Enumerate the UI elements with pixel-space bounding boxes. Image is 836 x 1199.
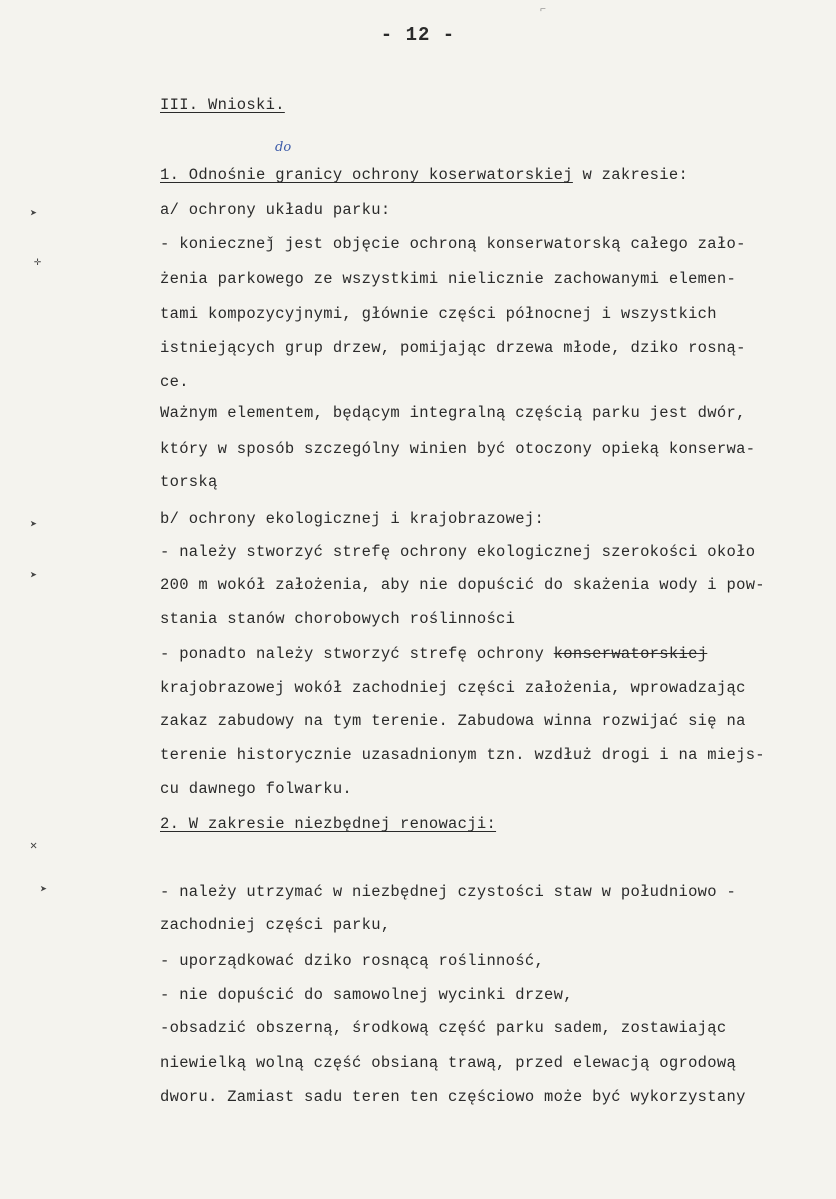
text-line: 200 m wokół założenia, aby nie dopuścić do skażenia wody i pow- xyxy=(160,576,765,594)
section1-title-rest: w zakresie: xyxy=(572,166,689,184)
handwritten-note: do xyxy=(275,140,292,155)
struck-word: konserwatorskiej xyxy=(553,645,708,663)
subsection-b-title: b/ ochrony ekologicznej i krajobrazowej: xyxy=(160,510,545,528)
text-line: zachodniej części parku, xyxy=(160,916,391,934)
text-line: krajobrazowej wokół zachodniej części założenia, wprowadzając xyxy=(160,679,746,697)
margin-mark: ➤ xyxy=(30,518,38,532)
text-line: - należy stworzyć strefę ochrony ekologicznej szerokości około xyxy=(160,543,756,561)
text-line: istniejących grup drzew, pomijając drzewa młode, dziko rosną- xyxy=(160,339,746,357)
margin-mark: ➤ xyxy=(30,569,38,583)
text-line: - konieczneǰ jest objęcie ochroną konserwatorską całego zało- xyxy=(160,235,746,253)
page-number: - 12 - xyxy=(380,24,456,46)
text-line: torską xyxy=(160,473,218,491)
text-line: niewielką wolną część obsianą trawą, przed elewacją ogrodową xyxy=(160,1054,737,1072)
text-line: - należy utrzymać w niezbędnej czystości staw w południowo - xyxy=(160,883,737,901)
text-line: - nie dopuścić do samowolnej wycinki drzew, xyxy=(160,986,573,1004)
text-line: -obsadzić obszerną, środkową część parku sadem, zostawiając xyxy=(160,1019,727,1037)
section-heading: III. Wnioski. xyxy=(160,96,285,114)
text-line-with-strike xyxy=(160,645,707,663)
margin-mark: ➤ xyxy=(30,207,38,221)
text-line: - uporządkować dziko rosnącą roślinność, xyxy=(160,952,545,970)
text-line: terenie historycznie uzasadnionym tzn. wzdłuż drogi i na miejs- xyxy=(160,746,765,764)
text-line: żenia parkowego ze wszystkimi nielicznie zachowanymi elemen- xyxy=(160,270,737,288)
text-line-pre: - ponadto należy stworzyć strefę ochrony xyxy=(160,645,554,663)
text-line: ce. xyxy=(160,373,189,391)
text-line: Ważnym elementem, będącym integralną częścią parku jest dwór, xyxy=(160,404,746,422)
section2-title: 2. W zakresie niezbędnej renowacji: xyxy=(160,815,497,833)
text-line: tami kompozycyjnymi, głównie części północnej i wszystkich xyxy=(160,305,717,323)
text-line: stania stanów chorobowych roślinności xyxy=(160,610,516,628)
margin-mark: ✛ xyxy=(34,255,42,269)
scan-speck: ⌐ xyxy=(540,5,547,16)
text-line: zakaz zabudowy na tym terenie. Zabudowa winna rozwijać się na xyxy=(160,712,746,730)
section1-title-underlined: 1. Odnośnie granicy ochrony koserwatorskiej xyxy=(160,166,573,184)
margin-mark: ✕ xyxy=(30,839,38,853)
text-line: który w sposób szczególny winien być otoczony opieką konserwa- xyxy=(160,440,756,458)
subsection-a-title: a/ ochrony układu parku: xyxy=(160,201,391,219)
text-line: dworu. Zamiast sadu teren ten częściowo może być wykorzystany xyxy=(160,1088,746,1106)
margin-mark: ➤ xyxy=(40,883,48,897)
text-line: cu dawnego folwarku. xyxy=(160,780,353,798)
section1-title xyxy=(160,166,688,184)
